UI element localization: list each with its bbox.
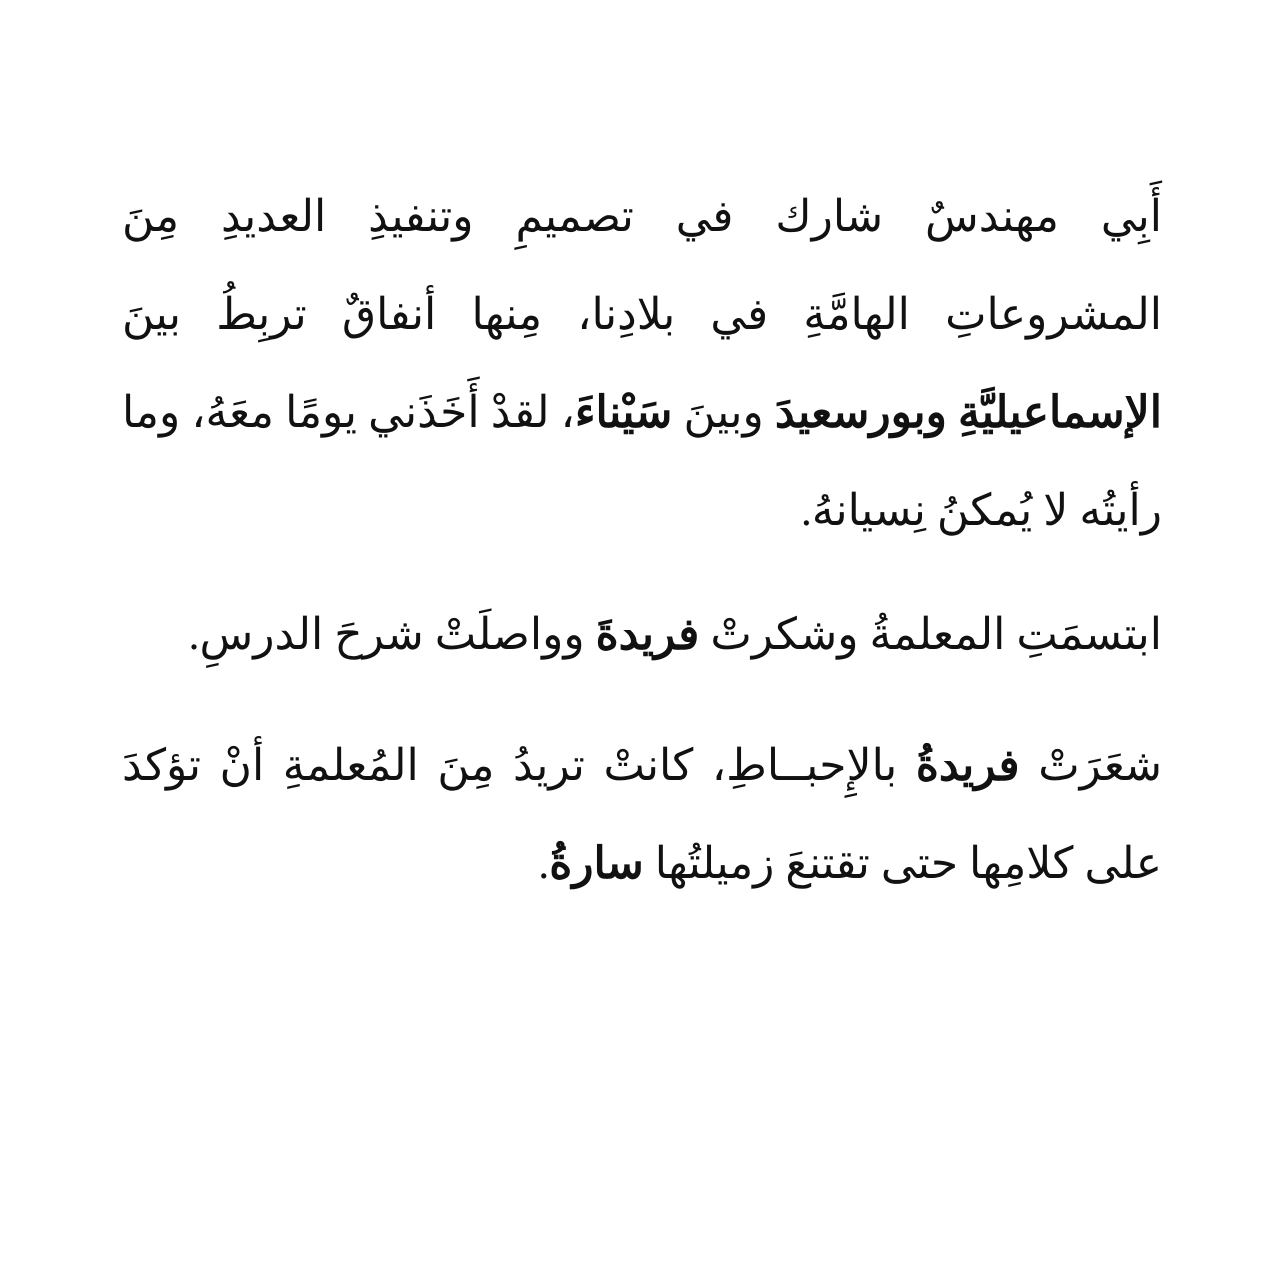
paragraph-3-part-3: . (538, 839, 550, 888)
paragraph-1-part-3: ، لقدْ أَخَذَني يومًا معَهُ، وما رأيتُه لا يُمكنُ نِسيانهُ. (122, 388, 1162, 535)
paragraph-3-bold-farida: فريدةُ (915, 741, 1020, 790)
paragraph-1-part-1: أَبِي مهندسٌ شارك في تصميمِ وتنفيذِ العديدِ مِنَ المشروعاتِ الهامَّةِ في بلادِنا، مِنها أنفاقٌ تربِطُ بينَ (122, 192, 1162, 339)
paragraph-3-part-2: بالإِحبــاطِ، كانتْ تريدُ مِنَ المُعلمةِ أنْ تؤكدَ على كلامِها حتى تقتنعَ زميلتُها (122, 741, 1162, 888)
paragraph-2-part-1: ابتسمَتِ المعلمةُ وشكرتْ (699, 610, 1162, 659)
paragraph-3 (122, 717, 1162, 913)
paragraph-2-bold-farida: فريدةَ (595, 610, 700, 659)
paragraph-1-text (122, 168, 1162, 560)
paragraph-1-bold-cities: الإسماعيليَّةِ وبورسعيدَ (774, 388, 1162, 437)
paragraph-3-part-1: شعَرَتْ (1019, 741, 1162, 790)
paragraph-3-text (122, 717, 1162, 913)
paragraph-1-part-2: وبينَ (672, 388, 775, 437)
paragraph-2-part-2: وواصلَتْ شرحَ الدرسِ. (188, 610, 596, 659)
paragraph-3-bold-sara: سارةُ (549, 839, 644, 888)
paragraph-1 (122, 168, 1162, 560)
paragraph-2 (122, 586, 1162, 684)
paragraph-1-bold-sinai: سَيْناءَ (574, 388, 673, 437)
paragraph-2-text (122, 586, 1162, 684)
